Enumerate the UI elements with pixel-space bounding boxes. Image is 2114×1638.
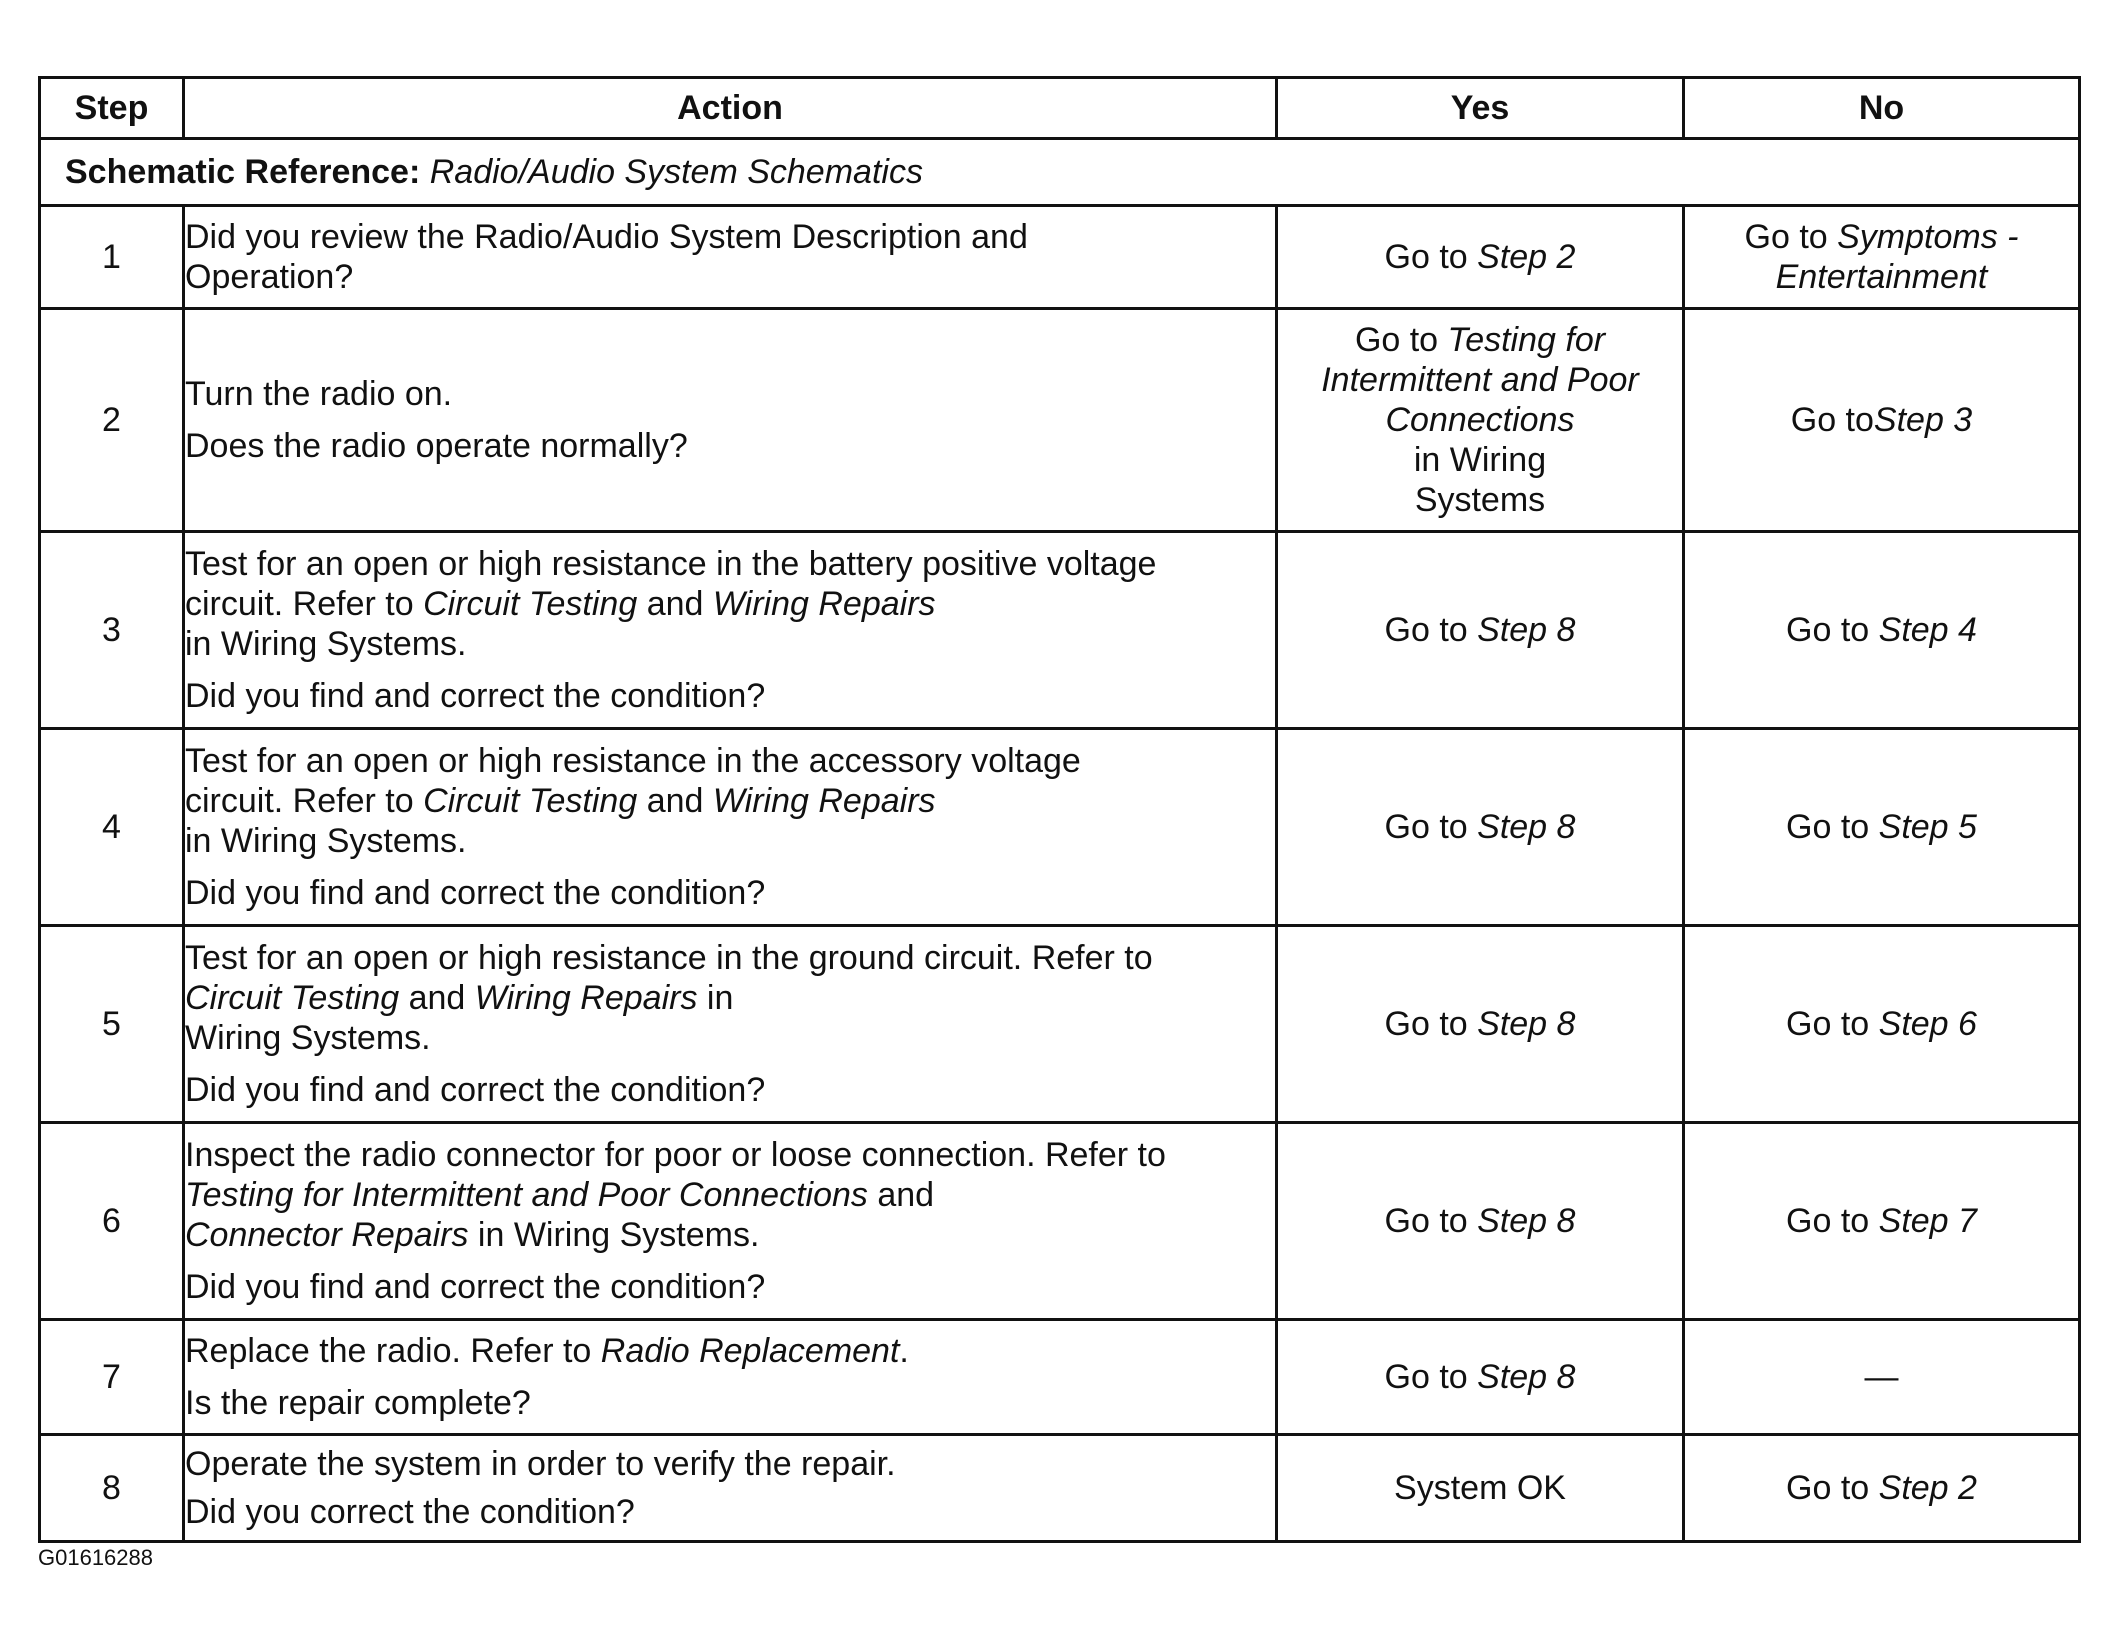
yes-link[interactable]: Testing for [1447, 321, 1606, 359]
action-text: Replace the radio. Refer to Radio Replacement. [185, 1332, 909, 1370]
no-link[interactable]: Step 5 [1878, 808, 1977, 846]
table-row [40, 1435, 2080, 1542]
yes-link[interactable]: Step 8 [1477, 1202, 1576, 1240]
yes-cell: Go to Step 8 [1277, 532, 1684, 729]
yes-link[interactable]: Step 2 [1477, 238, 1576, 276]
action-text: Test for an open or high resistance in the battery positive voltage circuit. Refer to Circuit Testing and Wiring Repairs in Wiring Systems. [185, 545, 1157, 663]
action-cell [184, 926, 1277, 1123]
action-text: Operate the system in order to verify the repair. [185, 1445, 896, 1483]
no-link[interactable]: Step 4 [1878, 611, 1977, 649]
table-row [40, 532, 2080, 729]
action-cell [184, 1435, 1277, 1542]
diagnostic-table [38, 76, 2081, 1543]
action-cell [184, 532, 1277, 729]
yes-link[interactable]: Step 8 [1477, 1358, 1576, 1396]
table-row [40, 926, 2080, 1123]
action-question: Did you find and correct the condition? [185, 1071, 766, 1109]
step-number: 6 [40, 1123, 184, 1320]
no-cell: Go to Step 4 [1684, 532, 2080, 729]
action-cell [184, 729, 1277, 926]
action-link[interactable]: Wiring Repairs [712, 782, 936, 820]
no-cell: Go toStep 3 [1684, 309, 2080, 532]
header-no: No [1684, 78, 2080, 139]
header-row [40, 78, 2080, 139]
step-number: 1 [40, 206, 184, 309]
schematic-reference-label: Schematic Reference: [65, 153, 421, 191]
action-cell [184, 206, 1277, 309]
action-text: Test for an open or high resistance in the ground circuit. Refer to Circuit Testing and Wiring Repairs in Wiring Systems. [185, 939, 1153, 1057]
table-row [40, 206, 2080, 309]
action-question: Is the repair complete? [185, 1384, 531, 1422]
schematic-reference-value: Radio/Audio System Schematics [429, 153, 923, 191]
step-number: 5 [40, 926, 184, 1123]
table-row [40, 1320, 2080, 1435]
step-number: 8 [40, 1435, 184, 1542]
yes-cell [1277, 1435, 1684, 1542]
action-link[interactable]: Testing for Intermittent and Poor Connections [185, 1176, 868, 1214]
no-link[interactable]: Step 7 [1878, 1202, 1977, 1240]
action-link[interactable]: Circuit Testing [185, 979, 400, 1017]
action-link[interactable]: Wiring Repairs [474, 979, 698, 1017]
step-number: 3 [40, 532, 184, 729]
action-link[interactable]: Circuit Testing [423, 782, 638, 820]
table-row [40, 309, 2080, 532]
no-link[interactable]: Step 6 [1878, 1005, 1977, 1043]
action-text: Inspect the radio connector for poor or loose connection. Refer to Testing for Intermittent and Poor Connections and Connector Repairs in Wiring Systems. [185, 1136, 1166, 1254]
action-link[interactable]: Circuit Testing [423, 585, 638, 623]
action-cell [184, 309, 1277, 532]
yes-cell: Go to Step 8 [1277, 926, 1684, 1123]
no-cell: Go to Symptoms - Entertainment [1684, 206, 2080, 309]
action-question: Did you find and correct the condition? [185, 1268, 766, 1306]
figure-id: G01616288 [38, 1545, 153, 1570]
action-question: Did you correct the condition? [185, 1493, 635, 1531]
no-cell: Go to Step 7 [1684, 1123, 2080, 1320]
table-row [40, 1123, 2080, 1320]
table-row [40, 729, 2080, 926]
no-cell [1684, 1320, 2080, 1435]
action-text: Turn the radio on. [185, 375, 453, 413]
no-link[interactable]: Step 2 [1878, 1469, 1977, 1507]
yes-link[interactable]: Step 8 [1477, 1005, 1576, 1043]
no-cell: Go to Step 5 [1684, 729, 2080, 926]
yes-cell: Go to Step 8 [1277, 1123, 1684, 1320]
action-text: Did you review the Radio/Audio System Description and Operation? [185, 218, 1028, 296]
action-cell [184, 1320, 1277, 1435]
action-cell [184, 1123, 1277, 1320]
no-link[interactable]: Symptoms - [1837, 218, 2019, 256]
yes-link[interactable]: Step 8 [1477, 611, 1576, 649]
header-step: Step [40, 78, 184, 139]
yes-link[interactable]: Step 8 [1477, 808, 1576, 846]
header-action: Action [184, 78, 1277, 139]
yes-cell: Go to Step 8 [1277, 1320, 1684, 1435]
yes-cell: Go to Step 8 [1277, 729, 1684, 926]
action-text: Test for an open or high resistance in the accessory voltage circuit. Refer to Circuit Testing and Wiring Repairs in Wiring Systems. [185, 742, 1081, 860]
step-number: 4 [40, 729, 184, 926]
schematic-reference-cell [40, 139, 2080, 206]
no-link[interactable]: Step 3 [1873, 401, 1973, 439]
action-question: Does the radio operate normally? [185, 427, 688, 465]
action-question: Did you find and correct the condition? [185, 874, 766, 912]
step-number: 2 [40, 309, 184, 532]
no-cell: Go to Step 6 [1684, 926, 2080, 1123]
action-link[interactable]: Wiring Repairs [712, 585, 936, 623]
step-number: 7 [40, 1320, 184, 1435]
schematic-reference-row [40, 139, 2080, 206]
yes-value: System OK [1394, 1469, 1566, 1507]
no-value-dash: — [1864, 1358, 1899, 1396]
yes-cell: Go to Testing for Intermittent and Poor Connections in Wiring Systems [1277, 309, 1684, 532]
no-cell: Go to Step 2 [1684, 1435, 2080, 1542]
yes-cell: Go to Step 2 [1277, 206, 1684, 309]
action-question: Did you find and correct the condition? [185, 677, 766, 715]
header-yes: Yes [1277, 78, 1684, 139]
action-link[interactable]: Radio Replacement [600, 1332, 900, 1370]
action-link[interactable]: Connector Repairs [185, 1216, 469, 1254]
